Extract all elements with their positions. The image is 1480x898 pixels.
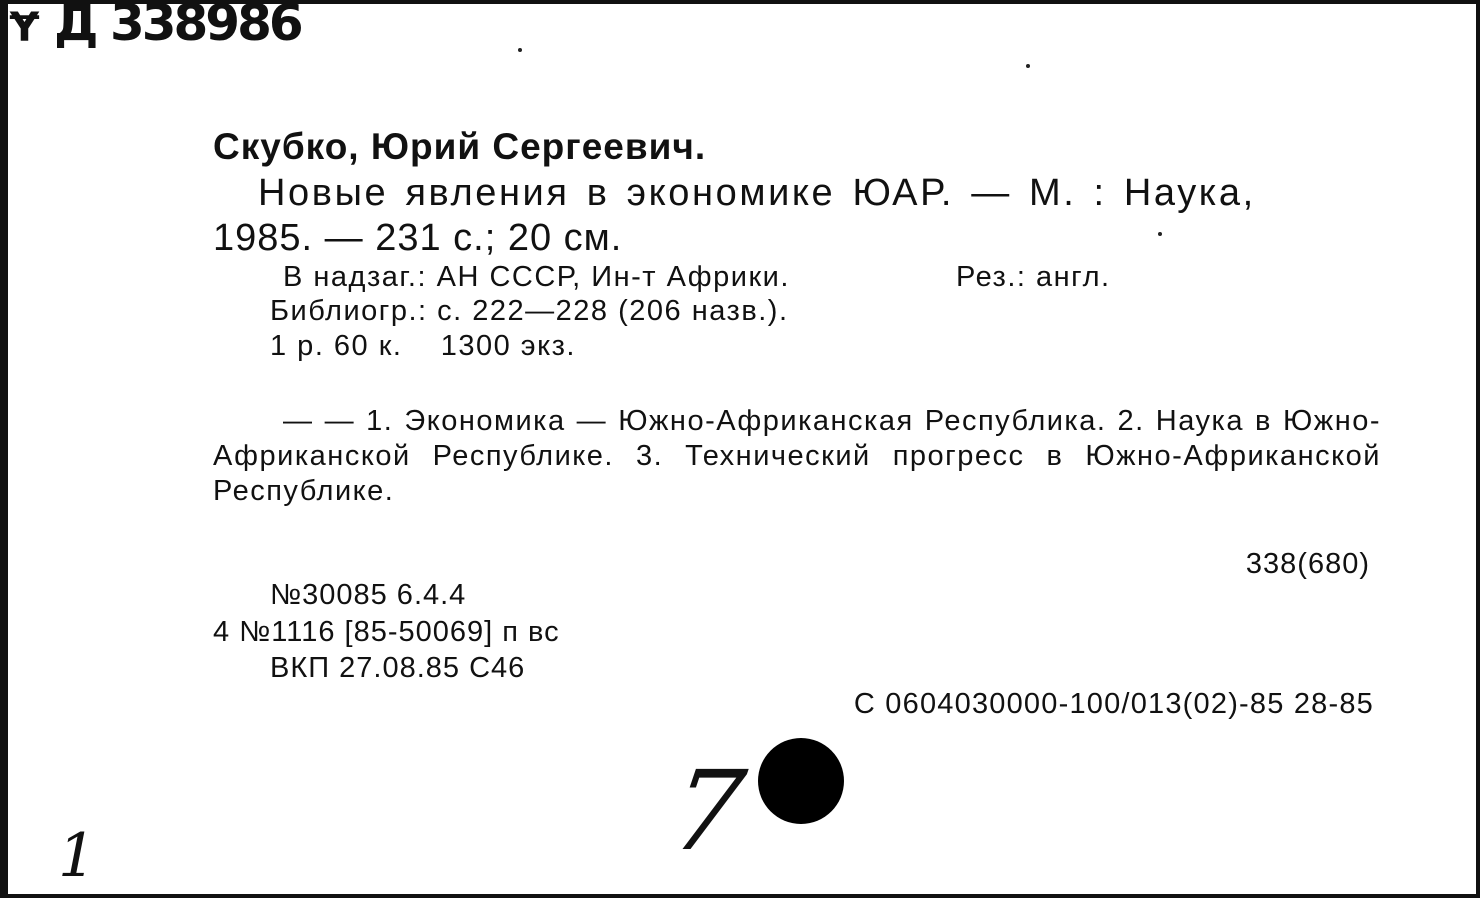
speck [1026,64,1030,68]
subject-text: — — 1. Экономика — Южно-Африканская Республика. 2. Наука в Южно-Африканской Республике. 3. Технический прогресс в Южно-Африканской Республике. [213,405,1381,507]
inventory-stamp: Д 338986 [54,0,301,52]
note-bibliography: Библиогр.: с. 222—228 (206 назв.). [270,295,789,327]
card-code-4: С 0604030000-100/013(02)-85 28-85 [853,688,1374,720]
speck [518,48,522,52]
author-heading: Скубко, Юрий Сергеевич. [213,126,707,167]
card-code-1: №30085 6.4.4 [270,579,467,611]
black-dot-mark [758,738,844,824]
classification-code: 338(680) [1245,548,1370,580]
handwritten-seven: 7 [664,747,752,875]
note-summary: Рез.: англ. [956,261,1111,293]
subject-headings [213,404,1381,509]
speck [1158,232,1162,236]
note-header: В надзаг.: АН СССР, Ин-т Африки. [283,261,790,293]
title-line-1: Новые явления в экономике ЮАР. — М. : Наука, [258,172,1256,214]
card-code-2: 4 №1116 [85-50069] п вс [213,616,560,648]
title-line-2: 1985. — 231 с.; 20 см. [213,217,623,259]
handwritten-one: 1 [58,821,97,891]
note-price: 1 р. 60 к. 1300 экз. [270,330,576,362]
card-code-3: ВКП 27.08.85 С46 [270,652,526,684]
stamp-mark: Ɏ [10,5,39,51]
